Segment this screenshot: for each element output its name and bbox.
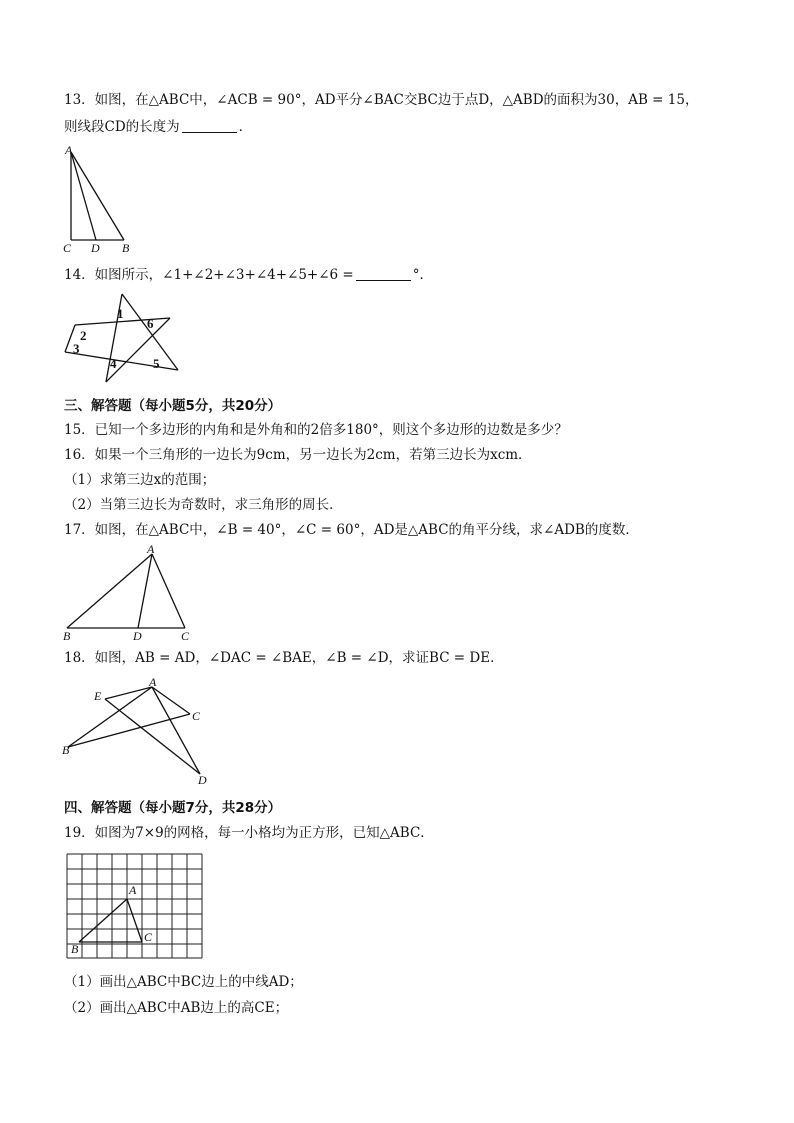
q19-text: 19．如图为7×9的网格，每一小格均为正方形，已知△ABC． bbox=[64, 825, 434, 841]
q17-side-ab bbox=[67, 554, 152, 628]
q15-text: 15．已知一个多边形的内角和是外角和的2倍多180°，则这个多边形的边数是多少？ bbox=[64, 422, 568, 438]
q13-line1: 13．如图，在△ABC中，∠ACB = 90°，AD平分∠BAC交BC边于点D，△ABD的面积为30，AB = 15， bbox=[64, 92, 699, 108]
q14-unit: °． bbox=[412, 267, 433, 283]
section3-title: 三、解答题（每小题5分，共20分） bbox=[64, 398, 282, 414]
q16-text: 16．如果一个三角形的一边长为9cm，另一边长为2cm，若第三边长为xcm． bbox=[64, 447, 532, 463]
q18-segment-ba bbox=[68, 687, 152, 747]
q13-label-a: A bbox=[65, 143, 73, 157]
q13-answer-blank[interactable] bbox=[182, 118, 237, 133]
q17-text: 17．如图，在△ABC中，∠B = 40°，∠C = 60°，AD是△ABC的角平分线，求∠ADB的度数． bbox=[64, 522, 639, 538]
q18-label-c: C bbox=[192, 709, 201, 723]
q17-label-c: C bbox=[181, 629, 190, 643]
q16-part2: （2）当第三边长为奇数时，求三角形的周长． bbox=[64, 497, 343, 513]
q18-segment-bc bbox=[68, 714, 190, 747]
q18-segment-ad bbox=[152, 687, 200, 774]
q13-label-d: D bbox=[91, 241, 100, 255]
q17-figure bbox=[60, 544, 200, 644]
q19-figure bbox=[62, 850, 212, 962]
q18-label-b: B bbox=[62, 743, 70, 757]
q14-angle-3: 3 bbox=[73, 341, 80, 356]
q14-prompt: 14．如图所示，∠1+∠2+∠3+∠4+∠5+∠6 = bbox=[64, 267, 354, 283]
q19-label-b: B bbox=[71, 942, 79, 956]
q14-figure bbox=[60, 290, 190, 390]
q13-segment-ad bbox=[71, 152, 96, 240]
q13-line2 bbox=[64, 117, 252, 137]
q18-label-a: A bbox=[149, 675, 157, 689]
q13-label-b: B bbox=[122, 241, 130, 255]
q19-label-c: C bbox=[144, 930, 153, 944]
q18-figure bbox=[60, 674, 220, 786]
q13-prompt: 则线段CD的长度为 bbox=[64, 119, 180, 135]
q18-segment-ac bbox=[152, 687, 190, 714]
q18-label-d: D bbox=[198, 773, 207, 787]
q14-angle-1: 1 bbox=[117, 306, 124, 321]
q19-part2: （2）画出△ABC中AB边上的高CE； bbox=[64, 1000, 289, 1016]
q13-label-c: C bbox=[63, 241, 72, 255]
q19-label-a: A bbox=[129, 883, 137, 897]
q19-part1: （1）画出△ABC中BC边上的中线AD； bbox=[64, 974, 303, 990]
q18-segment-ea bbox=[105, 687, 152, 699]
q13-end: ． bbox=[238, 119, 253, 135]
q17-label-b: B bbox=[63, 629, 71, 643]
q13-side-ab bbox=[71, 152, 124, 240]
q14-line bbox=[64, 265, 433, 285]
q14-angle-2: 2 bbox=[80, 328, 87, 343]
q13-figure bbox=[60, 142, 140, 254]
q14-answer-blank[interactable] bbox=[356, 266, 411, 281]
q14-angle-6: 6 bbox=[147, 316, 154, 331]
q18-text: 18．如图，AB = AD，∠DAC = ∠BAE，∠B = ∠D，求证BC = DE． bbox=[64, 650, 504, 666]
q17-label-a: A bbox=[147, 542, 155, 556]
q14-line-cross2 bbox=[122, 294, 178, 370]
q17-side-ac bbox=[152, 554, 185, 628]
q18-label-e: E bbox=[94, 689, 102, 703]
q14-angle-4: 4 bbox=[110, 356, 117, 371]
q19-side-ab bbox=[79, 899, 127, 942]
section4-title: 四、解答题（每小题7分，共28分） bbox=[64, 800, 282, 816]
q14-angle-5: 5 bbox=[153, 356, 160, 371]
q17-label-d: D bbox=[133, 629, 142, 643]
q19-side-ac bbox=[127, 899, 142, 942]
q16-part1: （1）求第三边x的范围； bbox=[64, 472, 216, 488]
